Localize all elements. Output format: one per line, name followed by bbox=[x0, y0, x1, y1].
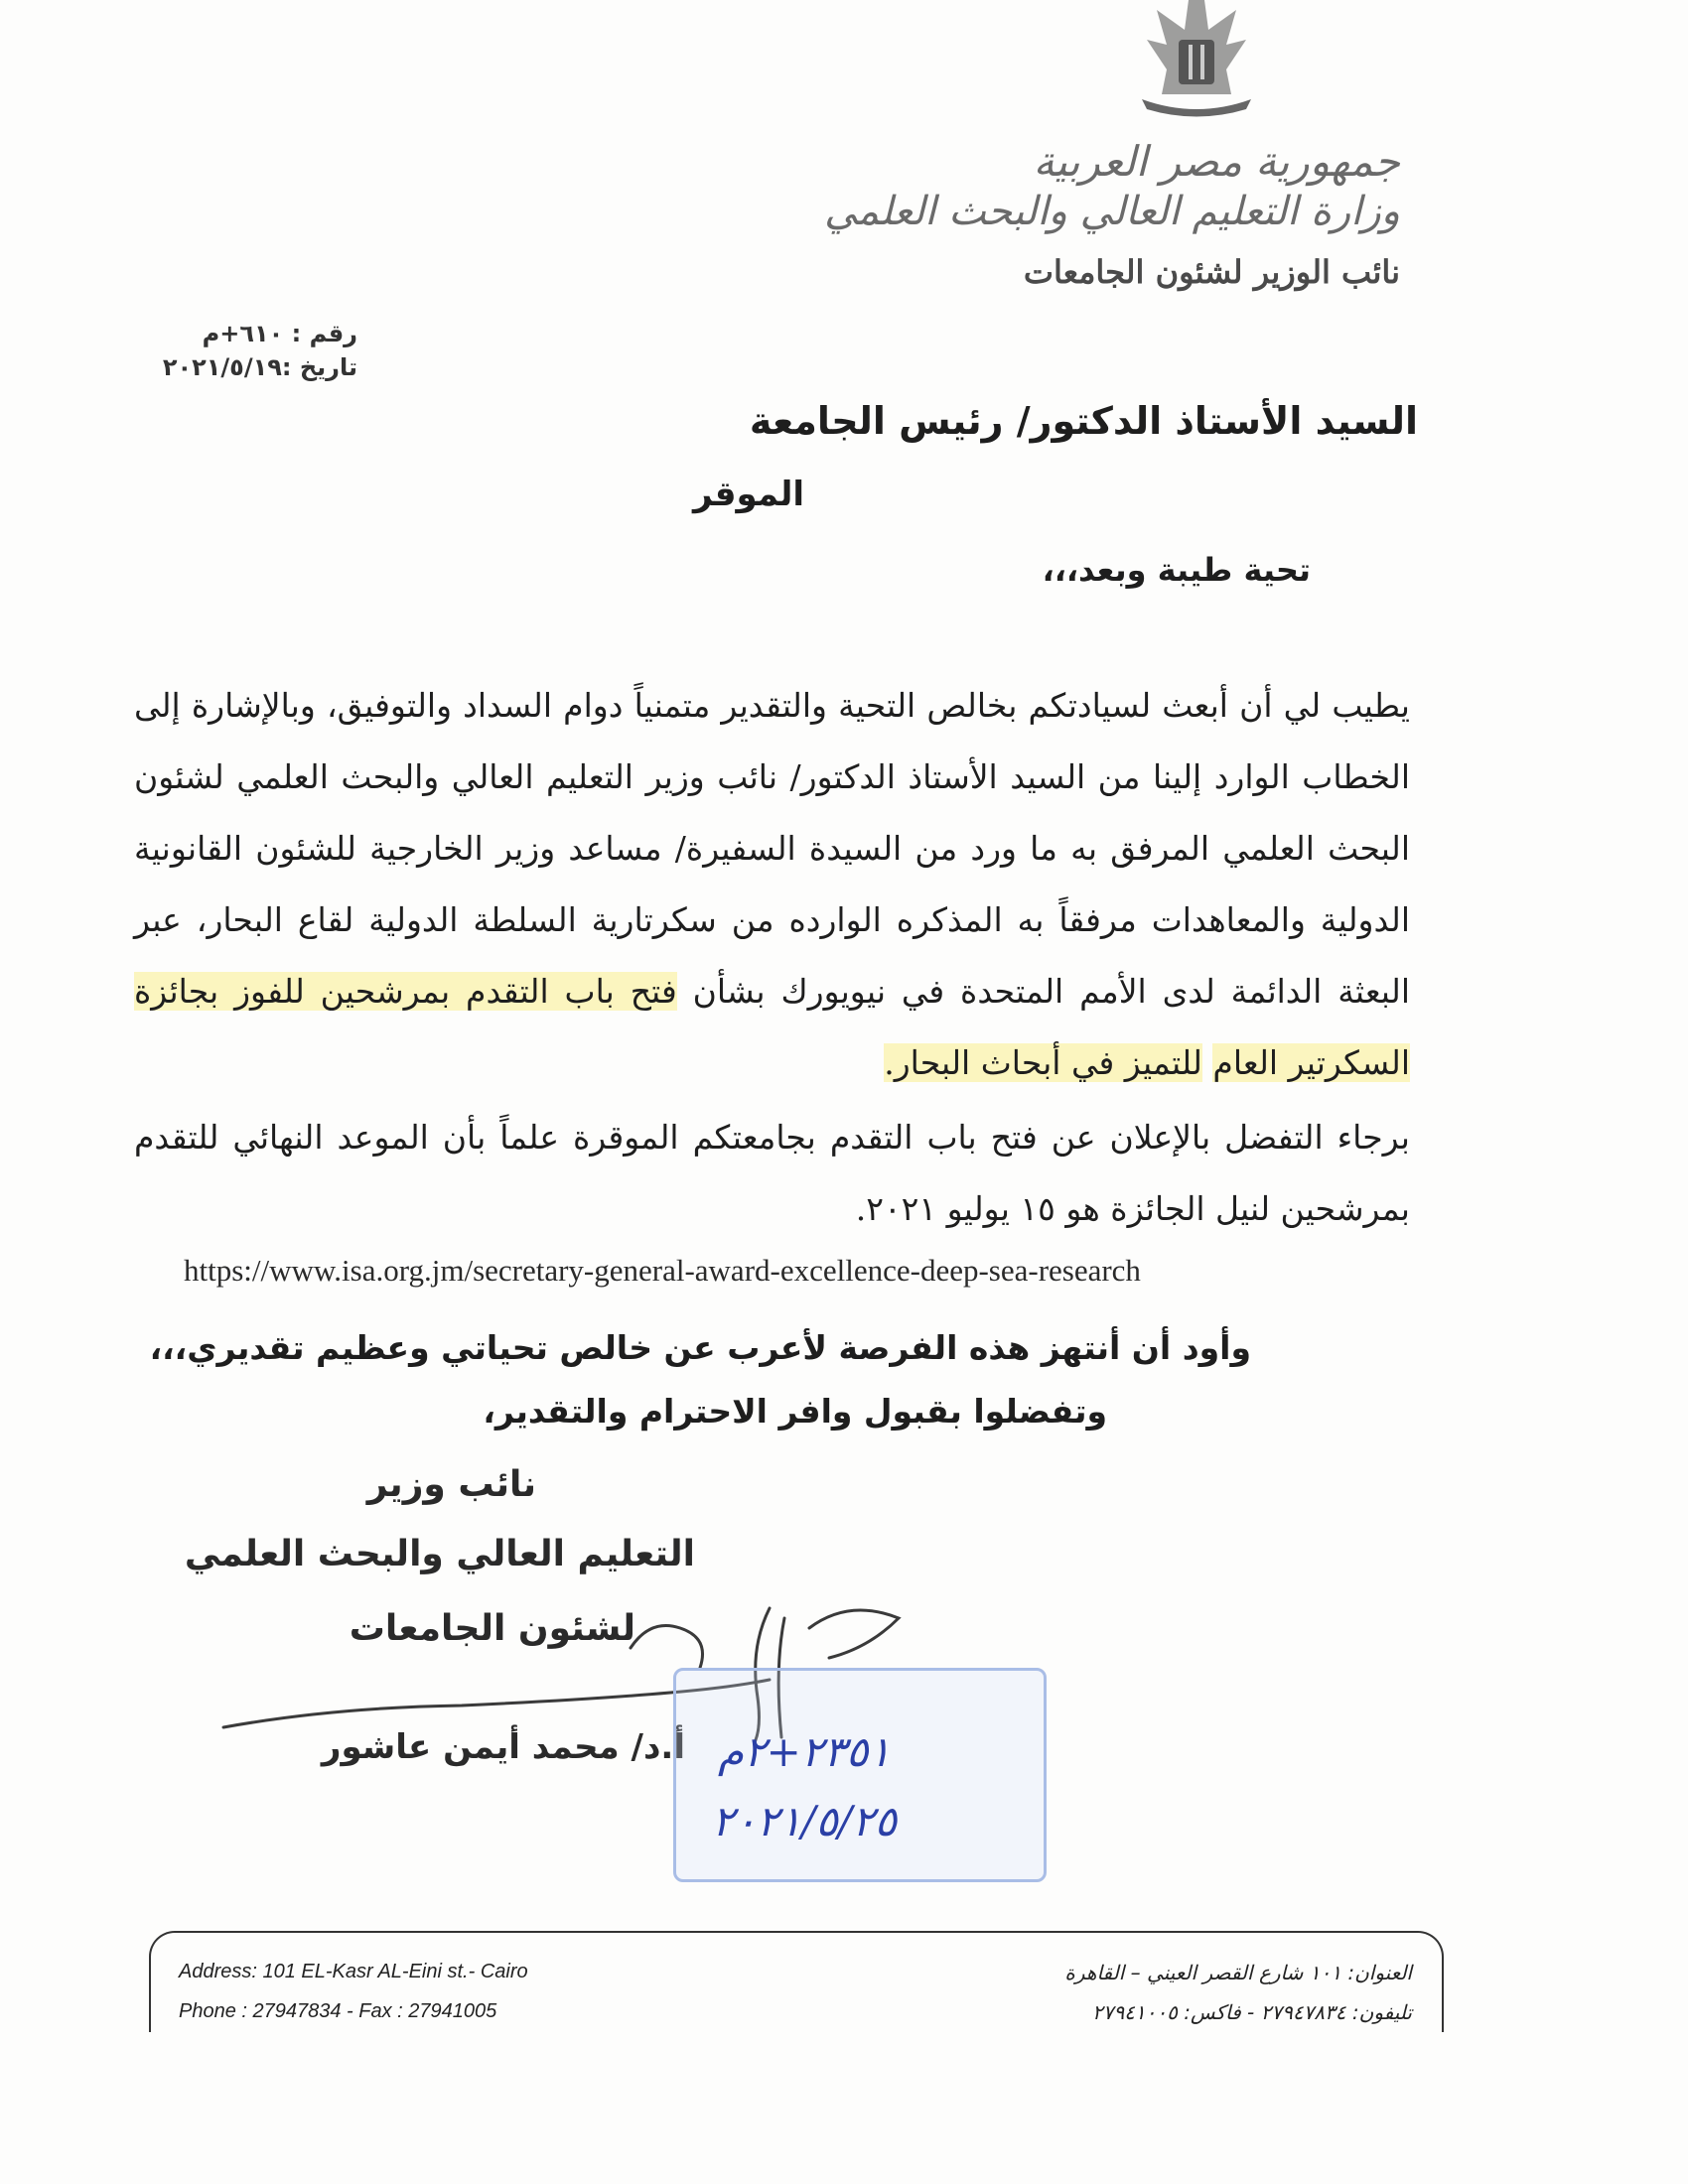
signatory-title-3: لشئون الجامعات bbox=[349, 1608, 635, 1649]
stamp-date: ٢٠٢١/٥/٢٥ bbox=[711, 1797, 898, 1845]
honorific: الموقر bbox=[693, 475, 804, 514]
award-url: https://www.isa.org.jm/secretary-general-award-excellence-deep-sea-research bbox=[184, 1253, 1141, 1288]
ministry-name: وزارة التعليم العالي والبحث العلمي bbox=[824, 189, 1400, 234]
request-paragraph: برجاء التفضل بالإعلان عن فتح باب التقدم بجامعتكم الموقرة علماً بأن الموعد النهائي للتقدم بمرشحين لنيل الجائزة هو ١٥ يوليو ٢٠٢١. bbox=[134, 1118, 1410, 1228]
body-text: يطيب لي أن أبعث لسيادتكم بخالص التحية والتقدير متمنياً دوام السداد والتوفيق، وبالإشارة إلى الخطاب الوارد إلينا من السيد الأستاذ الدكتور/ نائب وزير التعليم العالي والبحث العلمي لشئون البحث العلمي المرفق به ما ورد من السيدة السفيرة/ مساعد وزير الخارجية للشئون القانونية الدولية والمعاهدات مرفقاً به المذكره الوارده من سكرتارية السلطة الدولية لقاع البحار، عبر البعثة الدائمة لدى الأمم المتحدة في نيويورك بشأن bbox=[134, 686, 1410, 1011]
office-name: نائب الوزير لشئون الجامعات bbox=[1023, 253, 1400, 291]
eagle-of-saladin-icon bbox=[1117, 0, 1276, 119]
footer-phone-en: Phone : 27947834 - Fax : 27941005 bbox=[179, 2000, 497, 2022]
addressee: السيد الأستاذ الدكتور/ رئيس الجامعة bbox=[749, 399, 1418, 443]
highlighted-text: فتح باب التقدم بمرشحين للفوز بجائزة السكرتير العام bbox=[134, 972, 1410, 1082]
stamp-number: ٢٣٥١+٢م bbox=[717, 1727, 891, 1776]
footer-phone-ar: تليفون: ٢٧٩٤٧٨٣٤ - فاكس: ٢٧٩٤١٠٠٥ bbox=[1091, 2000, 1412, 2024]
greeting: تحية طيبة وبعد،،، bbox=[1042, 551, 1311, 589]
signatory-title-1: نائب وزير bbox=[366, 1464, 536, 1505]
country-name: جمهورية مصر العربية bbox=[1033, 137, 1400, 186]
closing-line-1: وأود أن أنتهز هذه الفرصة لأعرب عن خالص تحياتي وعظيم تقديري،،، bbox=[149, 1328, 1251, 1367]
highlighted-text: للتميز في أبحاث البحار. bbox=[884, 1043, 1202, 1082]
reference-number: رقم : ٦١٠+م bbox=[202, 320, 357, 347]
signatory-title-2: التعليم العالي والبحث العلمي bbox=[184, 1534, 695, 1574]
closing-line-2: وتفضلوا بقبول وافر الاحترام والتقدير، bbox=[483, 1392, 1107, 1431]
footer bbox=[149, 1931, 1444, 2032]
signatory-name: أ.د/ محمد أيمن عاشور bbox=[321, 1727, 685, 1767]
body-paragraph bbox=[134, 670, 1410, 1099]
footer-address-en: Address: 101 EL-Kasr AL-Eini st.- Cairo bbox=[179, 1961, 528, 1982]
reference-date: تاريخ :٢٠٢١/٥/١٩ bbox=[162, 353, 357, 381]
footer-address-ar: العنوان: ١٠١ شارع القصر العيني – القاهرة bbox=[1064, 1961, 1412, 1984]
